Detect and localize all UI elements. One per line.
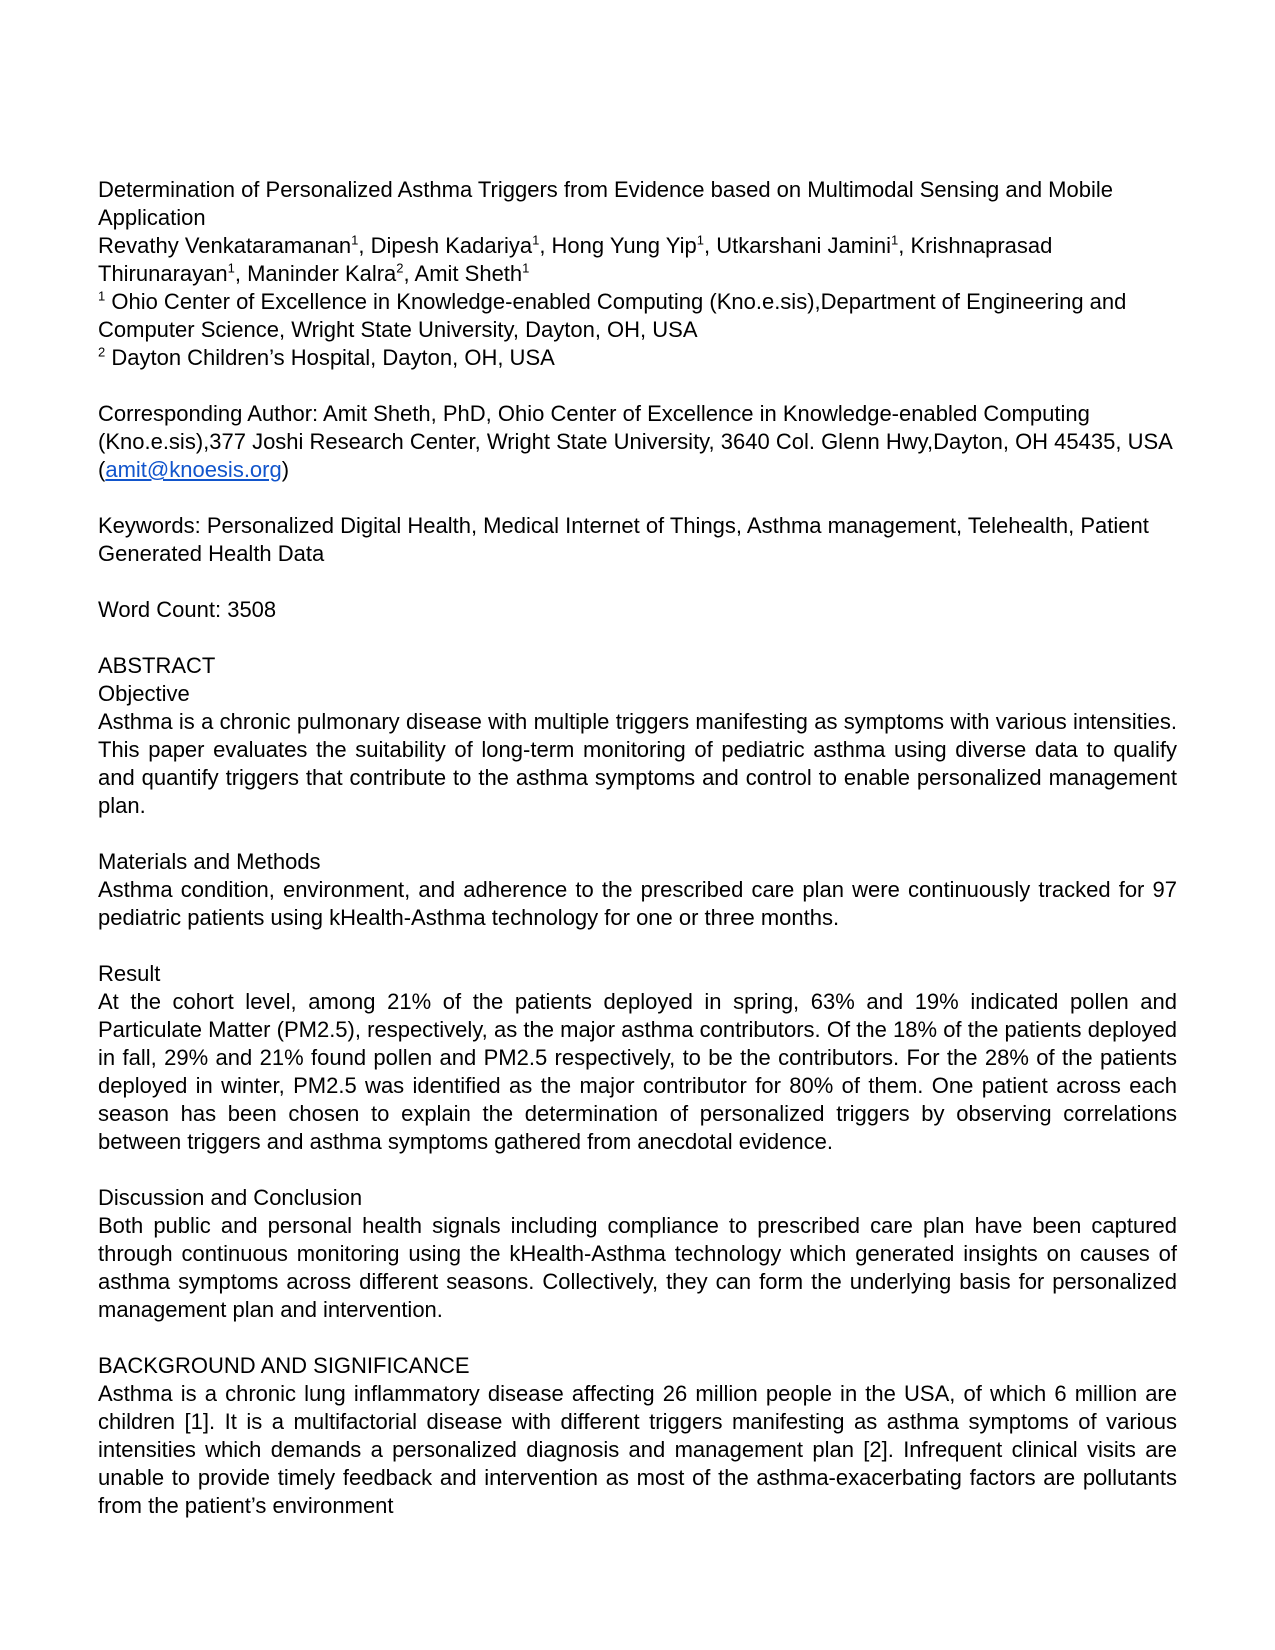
author-name: Dipesh Kadariya: [370, 233, 533, 258]
author: [552, 233, 717, 258]
author-affiliation-superscript: 1: [532, 232, 540, 248]
author-name: Hong Yung Yip: [551, 233, 697, 258]
corresponding-author-text: Corresponding Author: Amit Sheth, PhD, Ohio Center of Excellence in Knowledge-enabled Computing (Kno.e.sis),377 Joshi Research Center, Wright State University, 3640 Col. Glenn Hwy,Dayton, OH 45435, USA (: [98, 401, 1172, 482]
affiliation-superscript: 2: [98, 344, 106, 360]
author-name: Maninder Kalra: [247, 261, 397, 286]
email-link[interactable]: amit@knoesis.org: [105, 457, 282, 482]
author-name: Krishnaprasad Thirunarayan: [98, 233, 1053, 286]
author-separator: ,: [539, 233, 552, 258]
author-name: Utkarshani Jamini: [716, 233, 892, 258]
methods-heading: Materials and Methods: [98, 849, 321, 874]
result-heading: Result: [98, 961, 161, 986]
author: [98, 233, 371, 258]
keywords-line: Keywords: Personalized Digital Health, Medical Internet of Things, Asthma management, Telehealth, Patient Generated Health Data: [98, 513, 1149, 566]
author: [247, 261, 414, 286]
author-name: Amit Sheth: [414, 261, 523, 286]
corresponding-author-text-close: ): [281, 457, 290, 482]
author-separator: ,: [898, 233, 911, 258]
author-affiliation-superscript: 1: [522, 260, 530, 276]
affiliation-2: [98, 344, 1177, 372]
affiliation-1: [98, 288, 1177, 344]
background-heading: BACKGROUND AND SIGNIFICANCE: [98, 1353, 470, 1378]
author-list: [98, 232, 1177, 288]
author: [415, 261, 530, 286]
author-name: Revathy Venkataramanan: [98, 233, 352, 258]
result-paragraph: At the cohort level, among 21% of the patients deployed in spring, 63% and 19% indicated pollen and Particulate Matter (PM2.5), respectively, as the major asthma contributors. Of the 18% of the patients deployed in fall, 29% and 21% found pollen and PM2.5 respectively, to be the contributors. For the 28% of the patients deployed in winter, PM2.5 was identified as the major contributor for 80% of them. One patient across each season has been chosen to explain the determination of personalized triggers by observing correlations between triggers and asthma symptoms gathered from anecdotal evidence.: [98, 989, 1177, 1154]
corresponding-author: [98, 400, 1177, 484]
author-separator: ,: [358, 233, 371, 258]
objective-paragraph: Asthma is a chronic pulmonary disease with multiple triggers manifesting as symptoms with various intensities. This paper evaluates the suitability of long-term monitoring of pediatric asthma using diverse data to qualify and quantify triggers that contribute to the asthma symptoms and control to enable personalized management plan.: [98, 709, 1177, 818]
discussion-paragraph: Both public and personal health signals including compliance to prescribed care plan have been captured through continuous monitoring using the kHealth-Asthma technology which generated insights on causes of asthma symptoms across different seasons. Collectively, they can form the underlying basis for personalized management plan and intervention.: [98, 1213, 1177, 1322]
affiliation-text: Dayton Children’s Hospital, Dayton, OH, USA: [105, 345, 555, 370]
word-count: Word Count: 3508: [98, 597, 277, 622]
objective-heading: Objective: [98, 681, 190, 706]
abstract-heading: ABSTRACT: [98, 653, 216, 678]
author: [716, 233, 910, 258]
background-paragraph: Asthma is a chronic lung inflammatory disease affecting 26 million people in the USA, of which 6 million are children [1]. It is a multifactorial disease with different triggers manifesting as asthma symptoms of various intensities which demands a personalized diagnosis and management plan [2]. Infrequent clinical visits are unable to provide timely feedback and intervention as most of the asthma-exacerbating factors are pollutants from the patient’s environment: [98, 1381, 1177, 1518]
author-affiliation-superscript: 1: [696, 232, 704, 248]
author-separator: ,: [703, 233, 717, 258]
affiliation-superscript: 1: [98, 288, 106, 304]
author-separator: ,: [403, 261, 415, 286]
methods-paragraph: Asthma condition, environment, and adherence to the prescribed care plan were continuously tracked for 97 pediatric patients using kHealth-Asthma technology for one or three months.: [98, 877, 1177, 930]
author-affiliation-superscript: 1: [351, 232, 359, 248]
discussion-heading: Discussion and Conclusion: [98, 1185, 363, 1210]
author-affiliation-superscript: 1: [891, 232, 899, 248]
author: [371, 233, 552, 258]
author-separator: ,: [234, 261, 248, 286]
paper-title: Determination of Personalized Asthma Triggers from Evidence based on Multimodal Sensing and Mobile Application: [98, 177, 1113, 230]
author-affiliation-superscript: 1: [227, 260, 235, 276]
author-affiliation-superscript: 2: [396, 260, 404, 276]
affiliation-text: Ohio Center of Excellence in Knowledge-enabled Computing (Kno.e.sis),Department of Engineering and Computer Science, Wright State University, Dayton, OH, USA: [98, 289, 1127, 342]
